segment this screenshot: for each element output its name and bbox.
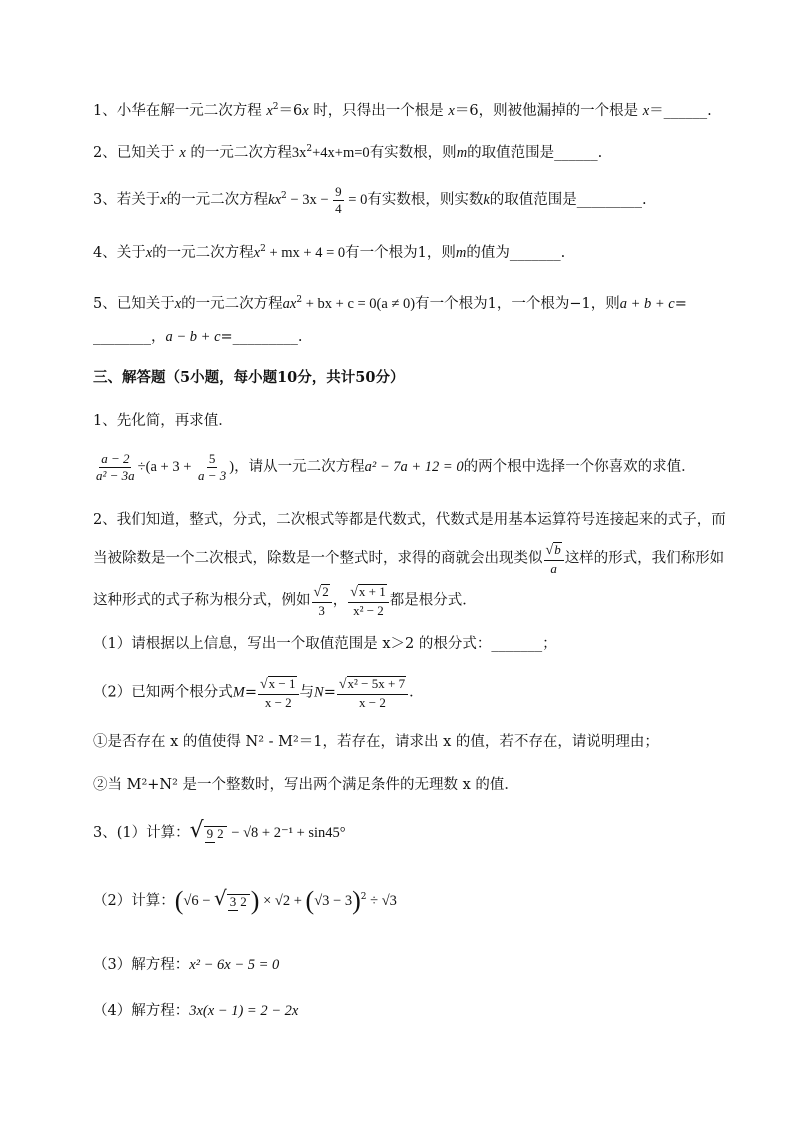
question-1: 1、小华在解一元二次方程 $x^2=6x$ 时，只得出一个根是 x＝6，则被他漏掉的一个根是 x＝______. (93, 102, 712, 119)
question-4: 4、关于x的一元二次方程$x^2$ + mx + 4 = 0有一个根为1，则m的值为_______. (93, 244, 566, 261)
question-3: 3、若关于x的一元二次方程$kx^2 - 3x$ − $\frac{9}{4}$ = 0有实数根，则实数k的取值范围是_________. (93, 184, 647, 216)
solve-question-3-part-2: （2）计算：(√6 − √ 3 2 ) × $√2 + (√3 - 3)^2 \div √3$ (93, 886, 397, 915)
section-heading: 三、解答题（5小题，每小题10分，共计50分） (93, 369, 405, 386)
solve-question-2-part-1: （1）请根据以上信息，写出一个取值范围是 x＞2 的根分式：_______； (93, 636, 557, 652)
fraction-sqrt-x1-over-x2-2: $\frac{√x + 1}{\text{x² − 2}}$ (348, 584, 389, 617)
fraction-3-over-2: 3 2 (227, 894, 250, 909)
solve-question-1-expression: $\frac{a - 2}{\text{a² − 3a}}$ ÷(a + 3 + $\frac{5}{a - 3}$ )，请从一元二次方程a² − 7a + 12 = 0的两个根中选择一个你喜欢的求值． (96, 451, 696, 483)
solve-question-1-title: 1、先化简，再求值． (93, 413, 233, 429)
solve-question-3-part-1: 3、(1）计算：√ 9 2 − √8 + 2⁻¹ + sin45° (93, 818, 346, 843)
solve-question-2-condition-2: ②当 M²+N² 是一个整数时，写出两个满足条件的无理数 x 的值． (93, 777, 519, 793)
solve-question-3-part-4: （4）解方程：3x(x − 1) = 2 − 2x (93, 1003, 299, 1019)
fraction-9-over-2: 9 2 (204, 826, 227, 841)
fraction-sqrt2-over-3: $\frac{√2}{3}$ (312, 584, 332, 617)
fraction-9-over-4: $\frac{9}{4}$ (335, 184, 342, 216)
fraction-N: $\frac{\text{√x² − 5x + 7}}{x - 2}$ (337, 676, 408, 709)
solve-question-2-line-3: 这种形式的式子称为根分式，例如 $\frac{√2}{3}$ ， $\frac{√x + 1}{\text{x² − 2}}$ 都是根分式． (93, 584, 477, 618)
fraction-M: $\frac{√x - 1}{x - 2}$ (258, 676, 299, 709)
solve-question-2-line-1: 2、我们知道，整式，分式，二次根式等都是代数式，代数式是用基本运算符号连接起来的式子，而 (93, 512, 726, 528)
fraction-5-over-a-3: $\frac{5}{a - 3}$ (198, 451, 227, 483)
solve-question-3-part-3: （3）解方程：x² − 6x − 5 = 0 (93, 957, 280, 973)
solve-question-2-condition-1: ①是否存在 x 的值使得 N² - M²＝1，若存在，请求出 x 的值，若不存在，请说明理由； (93, 734, 659, 750)
question-5-line-2: ________，a − b + c=_________. (93, 329, 303, 345)
fraction-a-2-over-a2-3a: $\frac{a - 2}{\text{a² − 3a}}$ (96, 451, 135, 483)
solve-question-2-part-2: （2）已知两个根分式M= $\frac{√x - 1}{x - 2}$ 与N= $\frac{\text{√x² − 5x + 7}}{x - 2}$ ． (93, 676, 424, 710)
question-5: 5、已知关于x的一元二次方程$ax^2$ + bx + c = 0(a ≠ 0)有一个根为1，一个根为−1，则a + b + c= (93, 295, 687, 312)
question-2: 2、已知关于 x 的一元二次方程$3x^2+4x+m=0$有实数根，则m的取值范围是______. (93, 144, 603, 161)
solve-question-2-line-2: 当被除数是一个二次根式，除数是一个整式时，求得的商就会出现类似 $\frac{√b}{a}$ 这样的形式，我们称形如 (93, 542, 725, 576)
fraction-sqrt-b-over-a: $\frac{√b}{a}$ (544, 542, 564, 575)
